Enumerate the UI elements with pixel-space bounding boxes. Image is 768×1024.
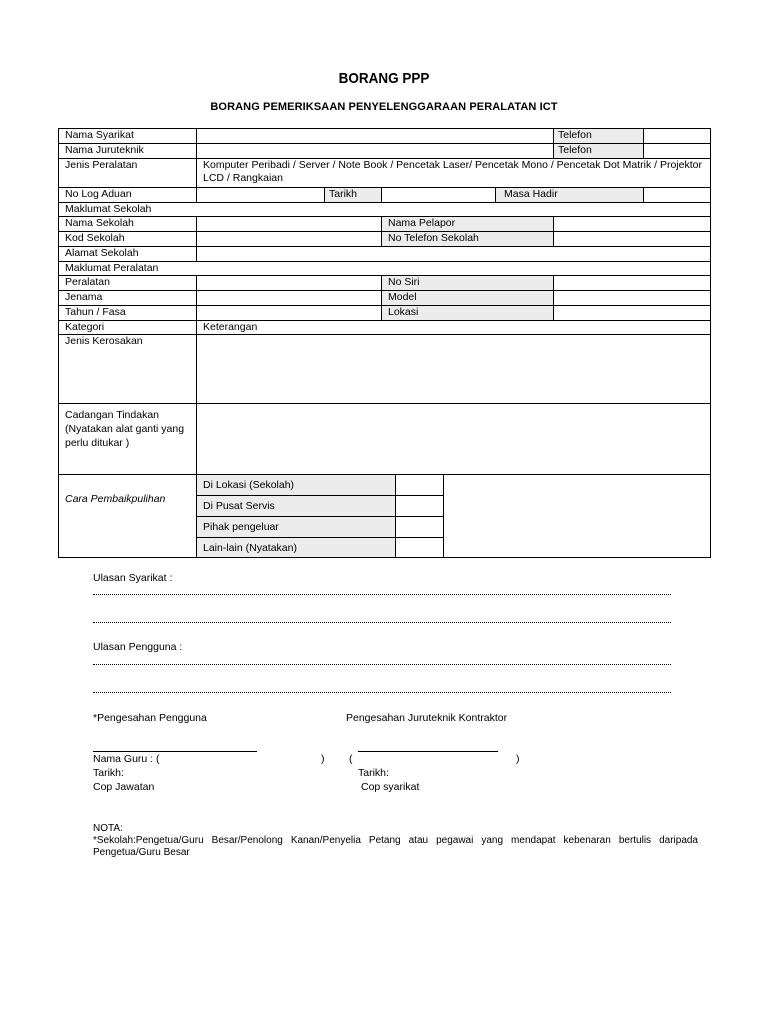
tarikh-label: Tarikh bbox=[325, 188, 382, 203]
alamat-sekolah-field[interactable] bbox=[197, 247, 711, 262]
kod-sekolah-label: Kod Sekolah bbox=[59, 232, 197, 247]
jenama-label: Jenama bbox=[59, 291, 197, 306]
jenama-field[interactable] bbox=[197, 291, 382, 306]
repair-checkbox-lain-lain[interactable] bbox=[395, 538, 443, 558]
cadangan-tindakan-field[interactable] bbox=[197, 404, 711, 475]
form-subtitle: BORANG PEMERIKSAAN PENYELENGGARAAN PERALATAN ICT bbox=[210, 101, 558, 113]
cadangan-tindakan-label: Cadangan Tindakan (Nyatakan alat ganti yang perlu ditukar ) bbox=[59, 404, 197, 475]
nota-label: NOTA: bbox=[93, 823, 123, 834]
repair-checkbox-lokasi[interactable] bbox=[395, 475, 443, 496]
telefon-label-1: Telefon bbox=[554, 129, 644, 144]
ppp-form-table bbox=[58, 128, 711, 558]
repair-checkbox-pusat-servis[interactable] bbox=[395, 496, 443, 517]
maklumat-peralatan-heading: Maklumat Peralatan bbox=[59, 262, 711, 276]
nama-sekolah-field[interactable] bbox=[197, 217, 382, 232]
repair-notes-area[interactable] bbox=[444, 475, 711, 557]
no-log-aduan-field[interactable] bbox=[197, 188, 325, 203]
nama-sekolah-label: Nama Sekolah bbox=[59, 217, 197, 232]
pengesahan-pengguna-heading: *Pengesahan Pengguna bbox=[93, 712, 207, 724]
signature-line-juruteknik[interactable] bbox=[358, 751, 498, 752]
juruteknik-close-paren: ) bbox=[516, 753, 520, 765]
telefon-field-1[interactable] bbox=[644, 129, 711, 144]
ulasan-syarikat-line-1[interactable] bbox=[93, 594, 671, 595]
repair-options-table bbox=[197, 475, 444, 558]
cop-jawatan-label: Cop Jawatan bbox=[93, 781, 155, 793]
alamat-sekolah-label: Alamat Sekolah bbox=[59, 247, 197, 262]
model-field[interactable] bbox=[554, 291, 711, 306]
telefon-label-2: Telefon bbox=[554, 144, 644, 159]
nama-guru-label: Nama Guru : ( bbox=[93, 753, 160, 765]
repair-option-lokasi: Di Lokasi (Sekolah) bbox=[197, 475, 395, 496]
form-title: BORANG PPP bbox=[338, 70, 430, 87]
nama-pelapor-label: Nama Pelapor bbox=[382, 217, 554, 232]
tahun-fasa-label: Tahun / Fasa bbox=[59, 306, 197, 321]
ulasan-syarikat-line-2[interactable] bbox=[93, 622, 671, 623]
nota-text: *Sekolah:Pengetua/Guru Besar/Penolong Kanan/Penyelia Petang atau pegawai yang mendapat kebenaran bertulis daripada Pengetua/Guru Besar bbox=[93, 835, 698, 858]
no-log-aduan-label: No Log Aduan bbox=[59, 188, 197, 203]
keterangan-label: Keterangan bbox=[197, 321, 711, 335]
model-label: Model bbox=[382, 291, 554, 306]
nama-juruteknik-field[interactable] bbox=[197, 144, 554, 159]
kategori-label: Kategori bbox=[59, 321, 197, 335]
repair-option-pusat-servis: Di Pusat Servis bbox=[197, 496, 395, 517]
pengesahan-juruteknik-heading: Pengesahan Juruteknik Kontraktor bbox=[346, 712, 508, 724]
tarikh-pengguna-label: Tarikh: bbox=[93, 767, 124, 779]
juruteknik-open-paren: ( bbox=[349, 753, 353, 765]
lokasi-label: Lokasi bbox=[382, 306, 554, 321]
repair-checkbox-pihak-pengeluar[interactable] bbox=[395, 517, 443, 538]
cara-pembaikpulihan-label: Cara Pembaikpulihan bbox=[59, 475, 197, 558]
nama-syarikat-field[interactable] bbox=[197, 129, 554, 144]
jenis-peralatan-label: Jenis Peralatan bbox=[59, 159, 197, 188]
peralatan-field[interactable] bbox=[197, 276, 382, 291]
lokasi-field[interactable] bbox=[554, 306, 711, 321]
nama-syarikat-label: Nama Syarikat bbox=[59, 129, 197, 144]
no-telefon-sekolah-label: No Telefon Sekolah bbox=[382, 232, 554, 247]
ulasan-pengguna-line-2[interactable] bbox=[93, 692, 671, 693]
nama-guru-close-paren: ) bbox=[321, 753, 325, 765]
tahun-fasa-field[interactable] bbox=[197, 306, 382, 321]
no-siri-label: No Siri bbox=[382, 276, 554, 291]
masa-hadir-label: Masa Hadir bbox=[496, 188, 644, 203]
nama-juruteknik-label: Nama Juruteknik bbox=[59, 144, 197, 159]
ulasan-syarikat-label: Ulasan Syarikat : bbox=[93, 572, 173, 584]
jenis-peralatan-options[interactable]: Komputer Peribadi / Server / Note Book / Pencetak Laser/ Pencetak Mono / Pencetak Dot Matrik / Projektor LCD / Rangkaian bbox=[197, 159, 711, 188]
telefon-field-2[interactable] bbox=[644, 144, 711, 159]
ulasan-pengguna-line-1[interactable] bbox=[93, 664, 671, 665]
jenis-kerosakan-label: Jenis Kerosakan bbox=[59, 335, 197, 404]
tarikh-juruteknik-label: Tarikh: bbox=[358, 767, 389, 779]
repair-option-lain-lain: Lain-lain (Nyatakan) bbox=[197, 538, 395, 558]
cop-syarikat-label: Cop syarikat bbox=[361, 781, 420, 793]
jenis-kerosakan-field[interactable] bbox=[197, 335, 711, 404]
repair-options-cell bbox=[197, 475, 711, 558]
masa-hadir-field[interactable] bbox=[644, 188, 711, 203]
kod-sekolah-field[interactable] bbox=[197, 232, 382, 247]
no-siri-field[interactable] bbox=[554, 276, 711, 291]
maklumat-sekolah-heading: Maklumat Sekolah bbox=[59, 203, 711, 217]
ulasan-pengguna-label: Ulasan Pengguna : bbox=[93, 641, 183, 653]
tarikh-field[interactable] bbox=[382, 188, 496, 203]
repair-option-pihak-pengeluar: Pihak pengeluar bbox=[197, 517, 395, 538]
peralatan-label: Peralatan bbox=[59, 276, 197, 291]
no-telefon-sekolah-field[interactable] bbox=[554, 232, 711, 247]
nama-pelapor-field[interactable] bbox=[554, 217, 711, 232]
signature-line-pengguna[interactable] bbox=[93, 751, 257, 752]
